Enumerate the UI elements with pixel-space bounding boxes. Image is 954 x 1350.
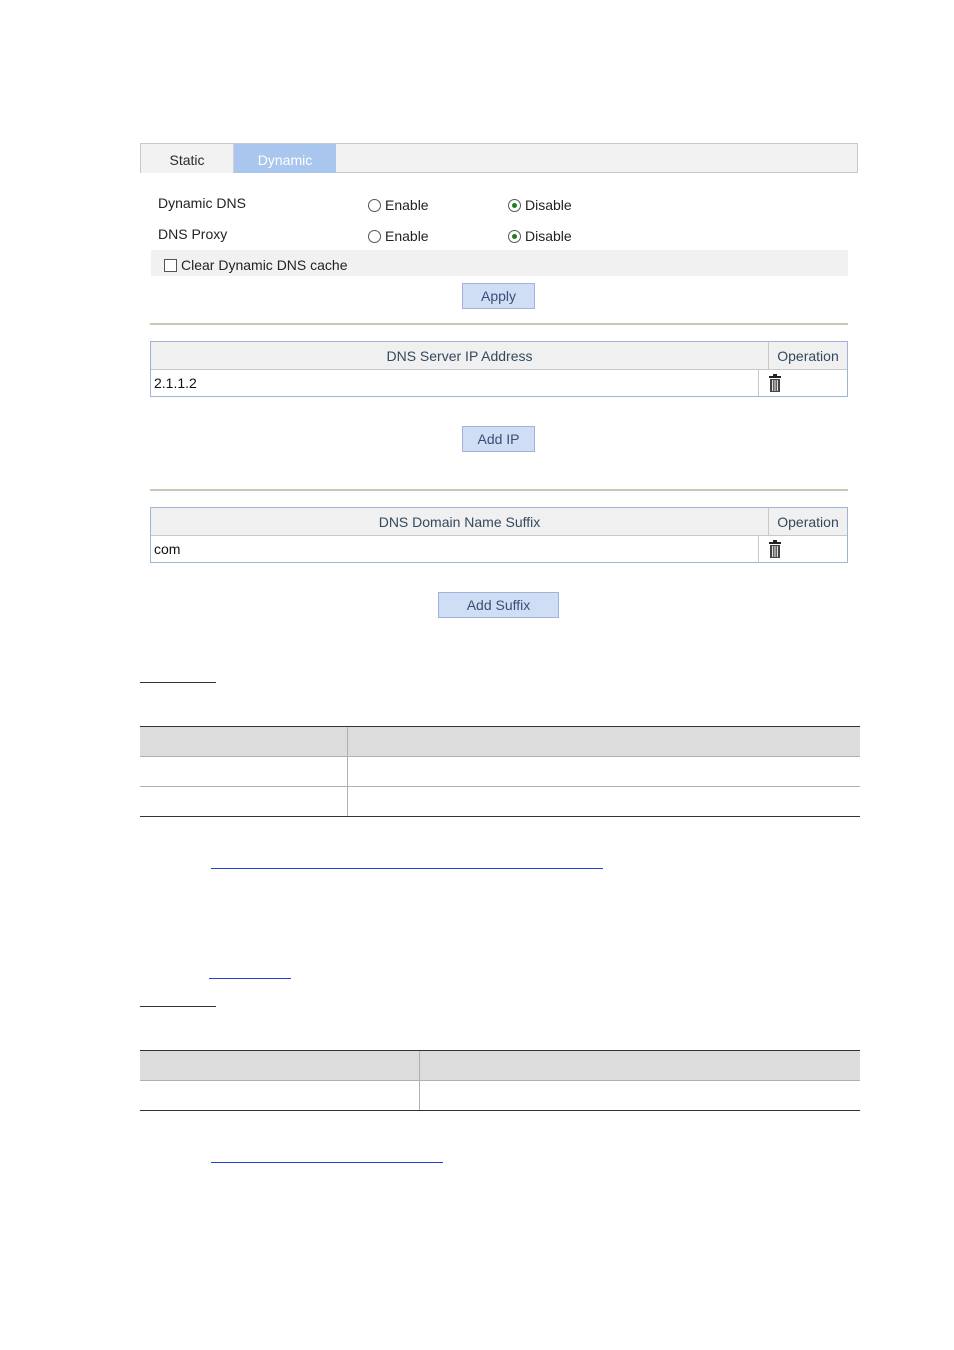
dynamic-dns-enable-label: Enable [385,197,429,213]
dns-proxy-label: DNS Proxy [158,226,228,242]
table-cell [420,1051,860,1080]
link-underline[interactable] [209,978,291,979]
caption-underline [140,1006,216,1007]
dynamic-dns-label: Dynamic DNS [158,195,246,211]
table-cell [140,1081,420,1110]
column-header-domain-suffix: DNS Domain Name Suffix [151,508,769,535]
tab-bar [140,143,858,173]
dynamic-dns-disable-radio[interactable] [508,197,572,213]
table-cell [420,1081,860,1110]
document-table [140,1050,860,1111]
table-row [140,787,860,816]
tab-dynamic[interactable]: Dynamic [234,144,336,173]
table-row [151,370,847,396]
radio-icon [508,199,521,212]
server-ip-cell: 2.1.1.2 [151,370,759,396]
document-table [140,726,860,817]
column-header-operation: Operation [777,348,839,364]
dynamic-dns-enable-radio[interactable] [368,197,429,213]
trash-icon[interactable] [769,540,781,558]
apply-button[interactable]: Apply [462,283,535,309]
dns-server-table [150,341,848,397]
dns-proxy-disable-radio[interactable] [508,228,572,244]
add-suffix-button[interactable]: Add Suffix [438,592,559,618]
domain-suffix-cell: com [151,536,759,562]
table-row [140,757,860,787]
tab-static[interactable]: Static [141,144,234,173]
dns-suffix-table [150,507,848,563]
radio-icon [368,230,381,243]
table-row [140,1081,860,1110]
caption-underline [140,682,216,683]
radio-icon [368,199,381,212]
dynamic-dns-disable-label: Disable [525,197,572,213]
column-header-server-ip: DNS Server IP Address [151,342,769,369]
table-header [140,1051,860,1081]
table-cell [348,727,860,756]
trash-icon[interactable] [769,374,781,392]
radio-icon [508,230,521,243]
table-cell [140,1051,420,1080]
divider [150,323,848,325]
divider [150,489,848,491]
table-cell [140,727,348,756]
dns-proxy-enable-label: Enable [385,228,429,244]
link-underline[interactable] [211,1162,443,1163]
table-cell [140,757,348,786]
table-cell [348,787,860,816]
table-header [151,342,847,370]
clear-cache-label: Clear Dynamic DNS cache [181,257,348,273]
dns-proxy-enable-radio[interactable] [368,228,429,244]
dns-proxy-disable-label: Disable [525,228,572,244]
add-ip-button[interactable]: Add IP [462,426,535,452]
table-header [140,727,860,757]
table-cell [348,757,860,786]
operation-cell [759,370,847,396]
checkbox-icon [164,259,177,272]
table-header [151,508,847,536]
table-cell [140,787,348,816]
link-underline[interactable] [211,868,603,869]
column-header-operation: Operation [777,514,839,530]
table-row [151,536,847,562]
operation-cell [759,536,847,562]
clear-cache-checkbox[interactable] [164,257,348,273]
